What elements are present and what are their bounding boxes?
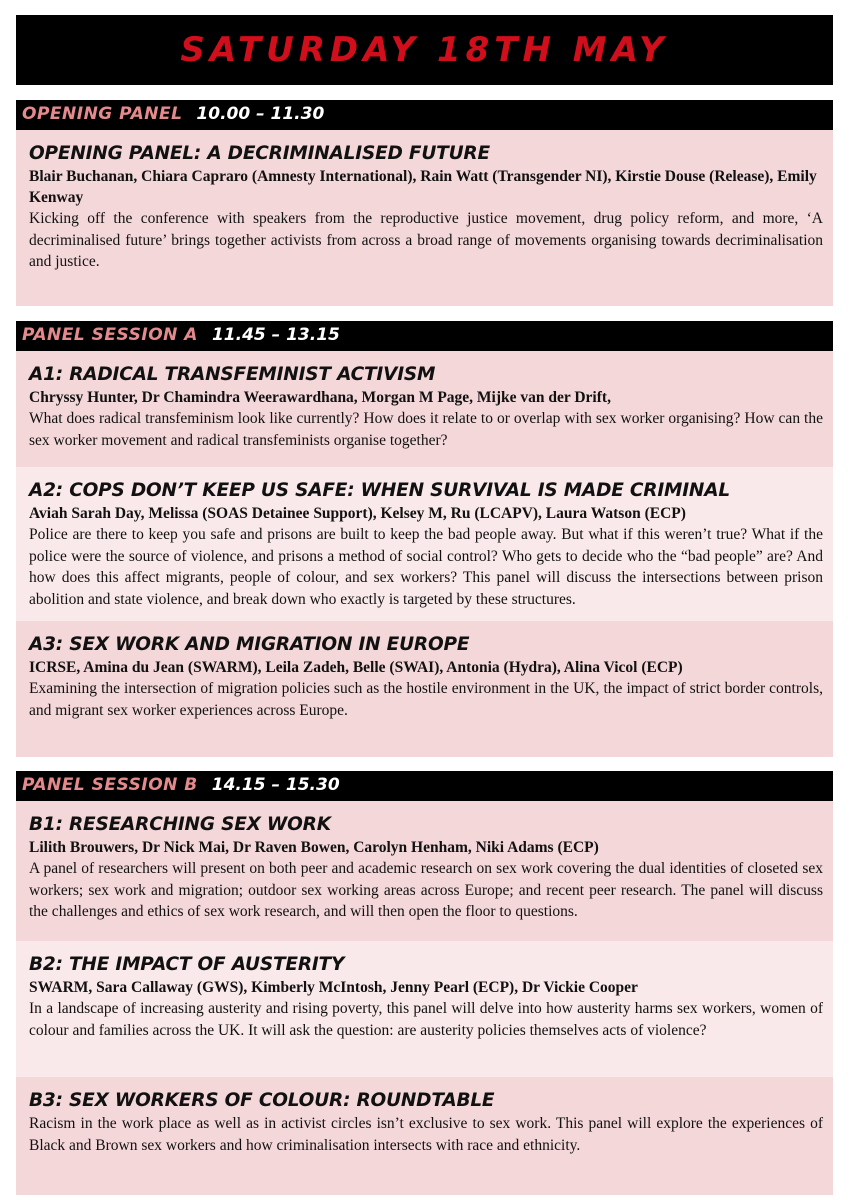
panel-speakers: Chryssy Hunter, Dr Chamindra Weerawardhana, Morgan M Page, Mijke van der Drift, <box>29 389 611 406</box>
panel-title: OPENING PANEL: A DECRIMINALISED FUTURE <box>29 143 490 164</box>
section-panel-session-a <box>16 321 833 757</box>
day-title: SATURDAY 18TH MAY <box>180 30 669 70</box>
section-header <box>16 771 833 801</box>
panel-title: B1: RESEARCHING SEX WORK <box>29 814 331 835</box>
panel-speakers: Aviah Sarah Day, Melissa (SOAS Detainee Support), Kelsey M, Ru (LCAPV), Laura Watson (ECP) <box>29 505 686 522</box>
panel-description: Police are there to keep you safe and prisons are built to keep the bad people away. But what if this weren’t true? What if the police were the source of violence, and prisons a method of social control? Who gets to decide who the “bad people” are? And how does this affect migrants, people of colour, and sex workers? This panel will discuss the intersections between prison abolition and state violence, and break down who exactly is targeted by these structures. <box>29 526 823 608</box>
panel-title: A1: RADICAL TRANSFEMINIST ACTIVISM <box>29 364 436 385</box>
panel-description: In a landscape of increasing austerity and rising poverty, this panel will delve into how austerity harms sex workers, women of colour and families across the UK. It will ask the question: are austerity policies themselves acts of violence? <box>29 1000 823 1039</box>
panel-b2 <box>16 941 833 1077</box>
panel-a2 <box>16 467 833 621</box>
panel-a1 <box>16 351 833 467</box>
section-header <box>16 100 833 130</box>
panel-title: A3: SEX WORK AND MIGRATION IN EUROPE <box>29 634 470 655</box>
panel-description: Examining the intersection of migration policies such as the hostile environment in the UK, the impact of strict border controls, and migrant sex worker experiences across Europe. <box>29 680 823 719</box>
section-label: OPENING PANEL <box>22 104 183 124</box>
panel-description: Racism in the work place as well as in activist circles isn’t exclusive to sex work. This panel will explore the experiences of Black and Brown sex workers and how criminalisation intersects with race and ethnicity. <box>29 1115 823 1154</box>
panel-speakers: SWARM, Sara Callaway (GWS), Kimberly McIntosh, Jenny Pearl (ECP), Dr Vickie Cooper <box>29 979 638 996</box>
panel-title: B2: THE IMPACT OF AUSTERITY <box>29 954 345 975</box>
day-banner <box>16 15 833 85</box>
section-time: 14.15 – 15.30 <box>211 775 340 795</box>
panel-title: A2: COPS DON’T KEEP US SAFE: WHEN SURVIVAL IS MADE CRIMINAL <box>29 480 730 501</box>
section-label: PANEL SESSION B <box>22 775 198 795</box>
section-label: PANEL SESSION A <box>22 325 198 345</box>
panel-a3 <box>16 621 833 757</box>
section-time: 10.00 – 11.30 <box>196 104 325 124</box>
panel-speakers: ICRSE, Amina du Jean (SWARM), Leila Zadeh, Belle (SWAI), Antonia (Hydra), Alina Vicol (ECP) <box>29 659 683 676</box>
panel-opening <box>16 130 833 306</box>
panel-description: Kicking off the conference with speakers from the reproductive justice movement, drug policy reform, and more, ‘A decriminalised future’ brings together activists from across a broad range of movements organising towards decriminalisation and justice. <box>29 210 823 270</box>
section-panel-session-b <box>16 771 833 1195</box>
section-opening-panel <box>16 100 833 306</box>
panel-b3 <box>16 1077 833 1195</box>
section-time: 11.45 – 13.15 <box>211 325 340 345</box>
panel-description: A panel of researchers will present on both peer and academic research on sex work covering the dual identities of closeted sex workers; sex work and migration; outdoor sex working areas across Europe; and recent peer research. The panel will discuss the challenges and ethics of sex work research, and will then open the floor to questions. <box>29 860 823 920</box>
panel-title: B3: SEX WORKERS OF COLOUR: ROUNDTABLE <box>29 1090 495 1111</box>
panel-b1 <box>16 801 833 941</box>
panel-description: What does radical transfeminism look like currently? How does it relate to or overlap with sex worker organising? How can the sex worker movement and radical transfeminists organise together? <box>29 410 823 449</box>
section-header <box>16 321 833 351</box>
panel-speakers: Lilith Brouwers, Dr Nick Mai, Dr Raven Bowen, Carolyn Henham, Niki Adams (ECP) <box>29 839 599 856</box>
panel-speakers: Blair Buchanan, Chiara Capraro (Amnesty International), Rain Watt (Transgender NI), Kirstie Douse (Release), Emily Kenway <box>29 168 817 206</box>
